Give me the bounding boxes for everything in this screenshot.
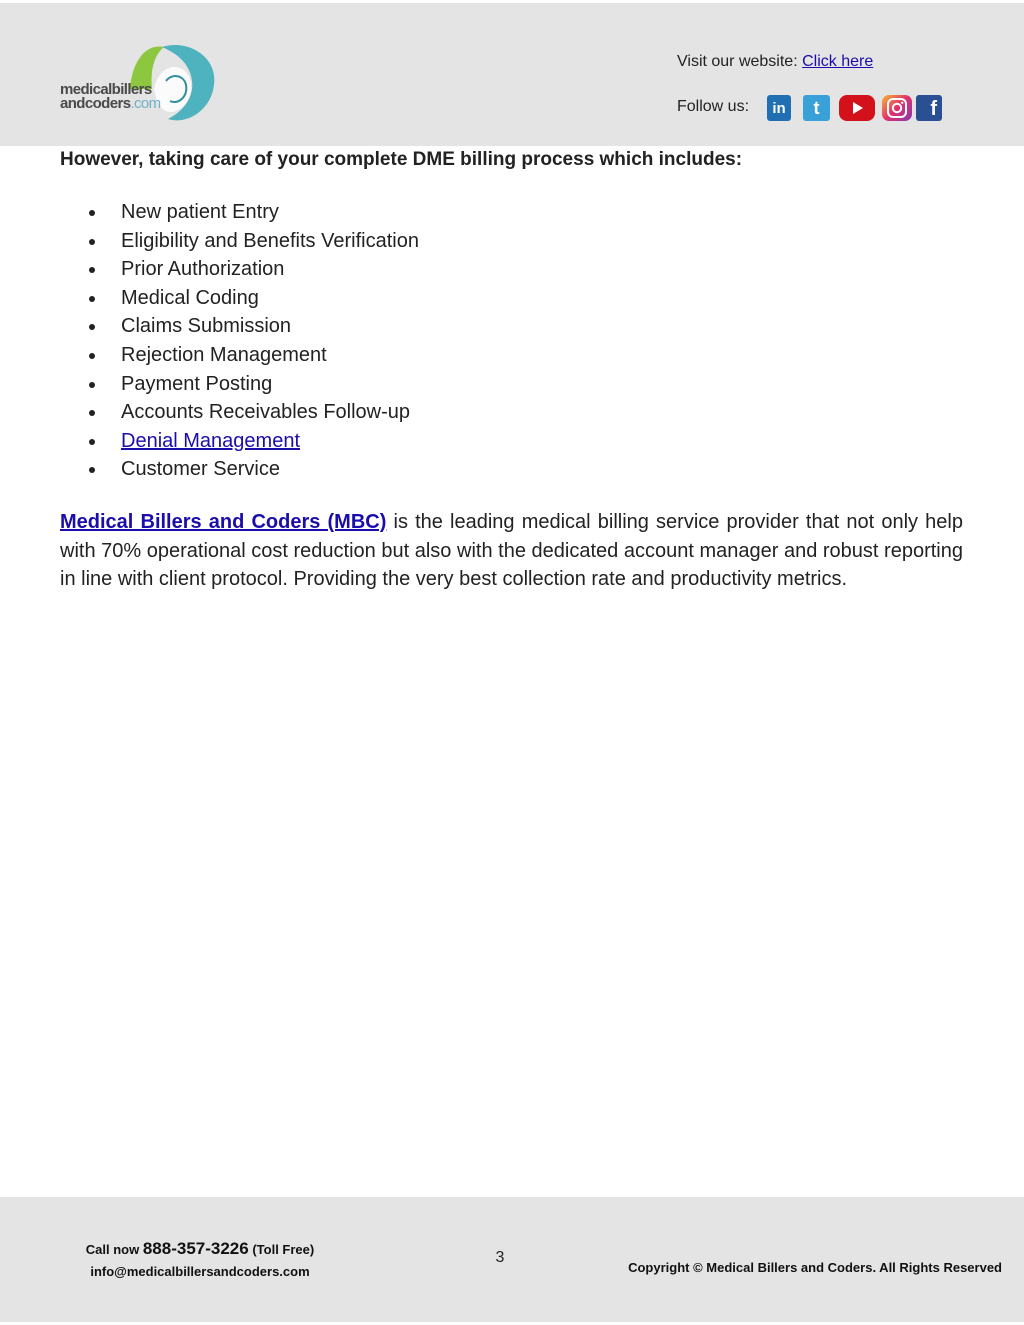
toll-free-label: (Toll Free) — [248, 1242, 315, 1257]
services-list — [86, 198, 419, 484]
call-line — [0, 1239, 400, 1259]
camera-icon — [886, 97, 908, 119]
website-link[interactable]: Click here — [802, 53, 874, 70]
website-line — [677, 53, 873, 71]
visit-label: Visit our website: — [677, 53, 803, 70]
paragraph-text: is the leading medical billing service provider that not only help with 70% operational cost reduction but also with the dedicated account manager and robust reporting in line with client protocol. Providing the very best collection rate and productivity metrics. — [60, 511, 963, 591]
list-item: Eligibility and Benefits Verification — [86, 227, 419, 256]
bullet-icon — [89, 296, 95, 302]
list-item — [86, 427, 419, 456]
instagram-icon[interactable] — [882, 95, 912, 121]
contact-email[interactable]: info@medicalbillersandcoders.com — [90, 1264, 310, 1279]
company-logo[interactable] — [58, 41, 218, 125]
youtube-icon[interactable] — [839, 95, 875, 121]
list-item: Claims Submission — [86, 312, 419, 341]
list-item: Customer Service — [86, 455, 419, 484]
page-header — [0, 3, 1024, 146]
mbc-link[interactable]: Medical Billers and Coders (MBC) — [60, 511, 387, 533]
bullet-icon — [89, 210, 95, 216]
mbc-paragraph — [60, 508, 963, 594]
bullet-icon — [89, 353, 95, 359]
list-item: Prior Authorization — [86, 255, 419, 284]
bullet-icon — [89, 267, 95, 273]
logo-wordmark: medicalbillers andcoders.com — [60, 81, 161, 112]
bullet-icon — [89, 467, 95, 473]
follow-label: Follow us: — [677, 98, 750, 115]
list-item: Medical Coding — [86, 284, 419, 313]
bullet-icon — [89, 239, 95, 245]
call-prefix: Call now — [85, 1242, 143, 1257]
twitter-icon[interactable]: t — [803, 95, 830, 121]
linkedin-icon[interactable]: in — [767, 95, 791, 121]
page-number: 3 — [495, 1249, 505, 1266]
bullet-icon — [89, 410, 95, 416]
phone-number[interactable]: 888-357-3226 — [142, 1239, 249, 1258]
play-icon — [850, 101, 864, 115]
section-heading: However, taking care of your complete DME billing process which includes: — [60, 149, 743, 170]
bullet-icon — [89, 439, 95, 445]
list-item: Accounts Receivables Follow-up — [86, 398, 419, 427]
list-item: Payment Posting — [86, 370, 419, 399]
bullet-icon — [89, 324, 95, 330]
list-item: Rejection Management — [86, 341, 419, 370]
page-footer — [0, 1197, 1024, 1322]
bullet-icon — [89, 382, 95, 388]
copyright-text: Copyright © Medical Billers and Coders. All Rights Reserved — [628, 1260, 1002, 1275]
facebook-icon[interactable]: f — [916, 95, 942, 121]
denial-management-link[interactable]: Denial Management — [121, 429, 300, 452]
list-item: New patient Entry — [86, 198, 419, 227]
